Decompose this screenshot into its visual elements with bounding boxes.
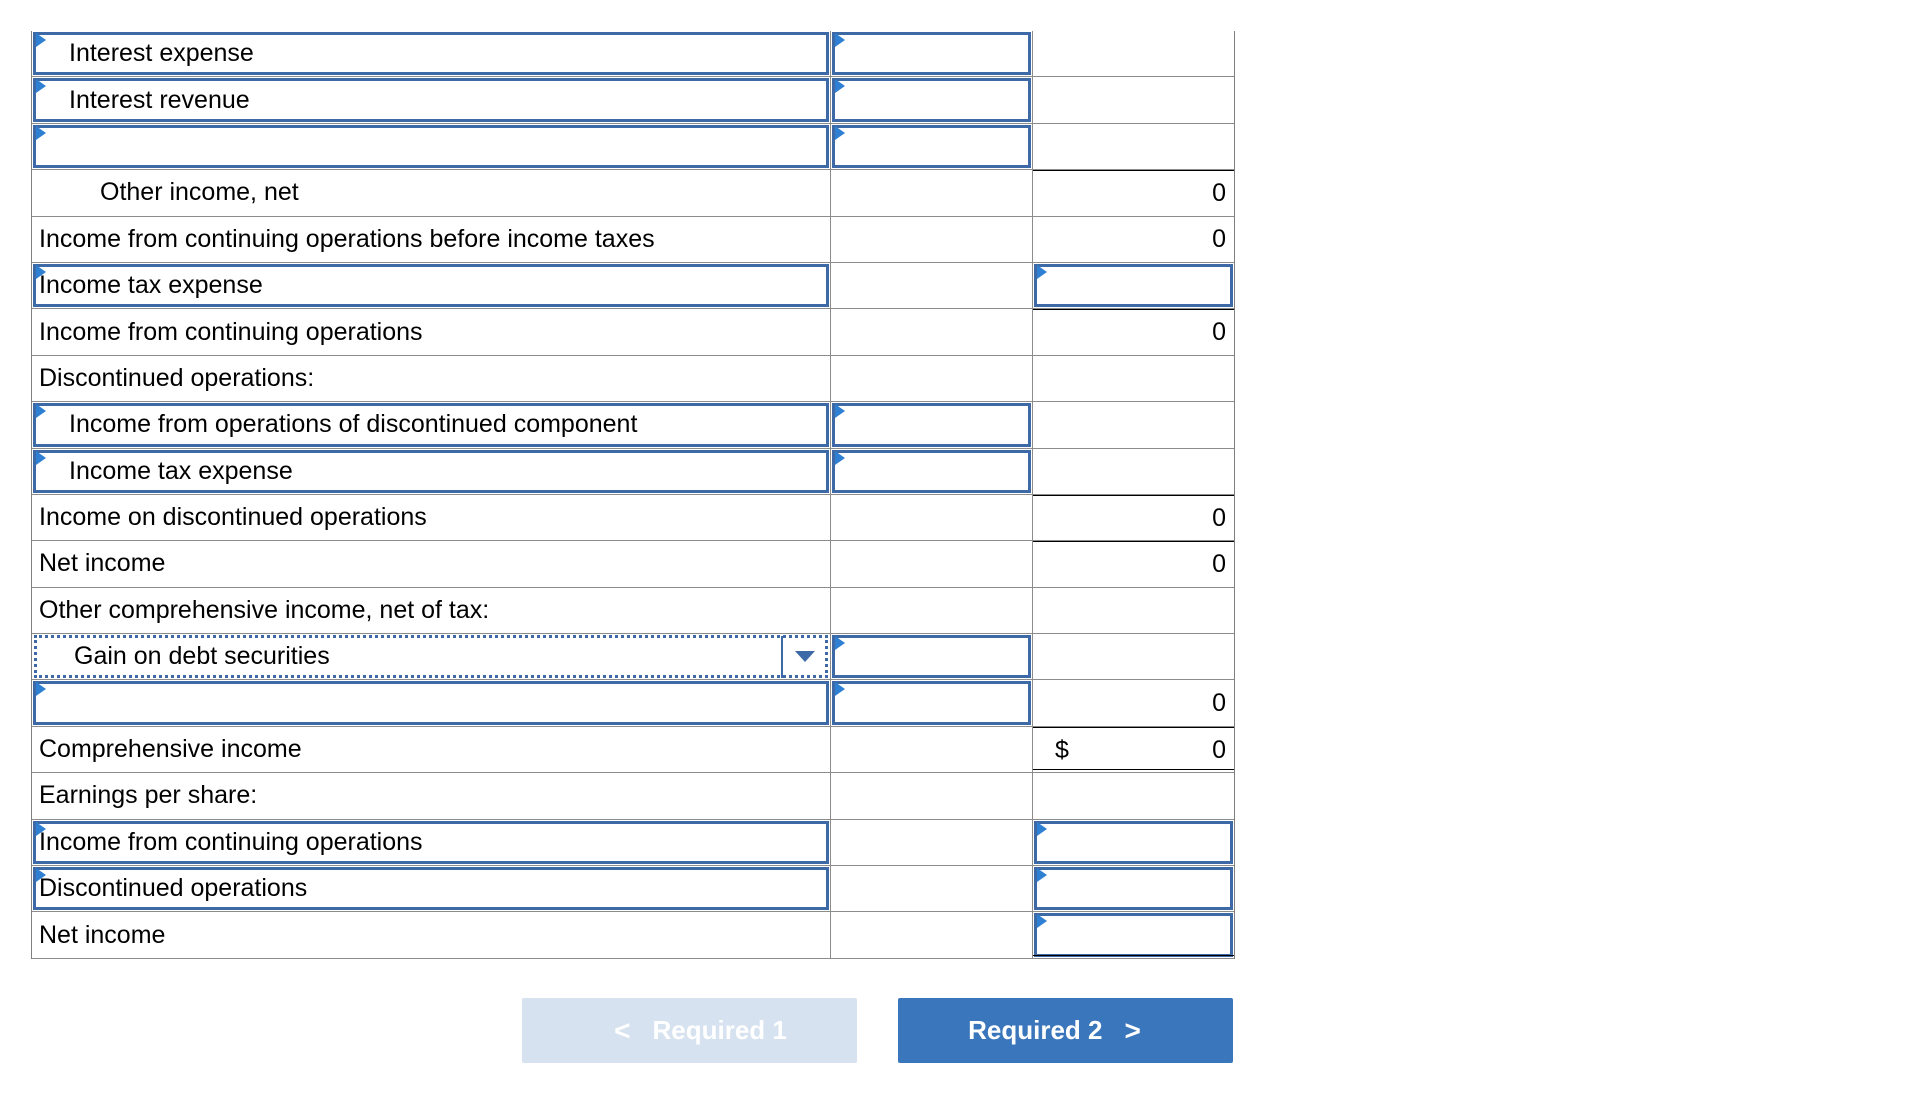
amount-cell	[831, 588, 1033, 633]
amount-cell	[831, 541, 1033, 586]
input-flag-icon	[835, 451, 845, 465]
total-cell	[1033, 309, 1234, 354]
total-cell	[1033, 217, 1234, 262]
label-cell	[32, 912, 831, 957]
label-cell	[32, 820, 831, 865]
label-cell	[32, 124, 831, 169]
income-statement-table	[31, 31, 1235, 959]
label-cell	[32, 495, 831, 540]
row-label: Income on discontinued operations	[39, 503, 427, 532]
total-cell	[1033, 170, 1234, 215]
amount-cell	[831, 680, 1033, 725]
total-cell	[1033, 402, 1234, 447]
amount-input[interactable]	[832, 635, 1031, 678]
amount-cell	[831, 495, 1033, 540]
row-label: Earnings per share:	[39, 781, 258, 810]
amount-cell	[831, 124, 1033, 169]
row-label: Income from continuing operations before income taxes	[39, 224, 655, 253]
table-row	[32, 31, 1234, 77]
amount-cell	[831, 217, 1033, 262]
total-cell	[1033, 866, 1234, 911]
row-label	[32, 680, 830, 725]
amount-cell	[831, 77, 1033, 122]
total-input[interactable]	[1034, 821, 1233, 864]
table-row	[32, 727, 1234, 773]
total-input[interactable]	[1034, 264, 1233, 307]
total-cell	[1033, 588, 1234, 633]
input-flag-icon	[835, 126, 845, 140]
total-cell	[1033, 124, 1234, 169]
amount-cell	[831, 356, 1033, 401]
table-row	[32, 634, 1234, 680]
label-cell	[32, 31, 831, 76]
total-cell	[1033, 77, 1234, 122]
table-row	[32, 77, 1234, 123]
chevron-left-icon: <	[614, 1014, 631, 1046]
total-cell	[1033, 727, 1234, 772]
required-1-button[interactable]	[522, 998, 857, 1063]
row-label: Comprehensive income	[39, 735, 302, 764]
total-cell	[1033, 495, 1234, 540]
input-flag-icon	[835, 404, 845, 418]
label-cell	[32, 356, 831, 401]
row-label: Income from continuing operations	[39, 317, 423, 346]
row-label: Net income	[39, 920, 166, 949]
amount-cell	[831, 773, 1033, 818]
row-label: Interest revenue	[69, 85, 250, 114]
amount-cell	[831, 866, 1033, 911]
amount-cell	[831, 727, 1033, 772]
total-cell	[1033, 263, 1234, 308]
table-row	[32, 588, 1234, 634]
account-dropdown[interactable]	[34, 635, 828, 678]
label-cell	[32, 541, 831, 586]
row-label: Discontinued operations	[39, 874, 308, 903]
input-flag-icon	[835, 636, 845, 650]
input-flag-icon	[835, 79, 845, 93]
amount-input[interactable]	[832, 78, 1031, 121]
dropdown-separator	[781, 636, 783, 678]
label-cell	[32, 773, 831, 818]
amount-input[interactable]	[832, 32, 1031, 75]
row-label: Discontinued operations:	[39, 363, 315, 392]
row-label: Income from operations of discontinued component	[69, 410, 638, 439]
row-label: Income tax expense	[39, 271, 263, 300]
label-cell	[32, 77, 831, 122]
amount-input[interactable]	[832, 403, 1031, 446]
label-cell	[32, 680, 831, 725]
row-label: Other income, net	[100, 178, 299, 207]
table-row	[32, 680, 1234, 726]
label-cell	[32, 449, 831, 494]
total-value: 0	[1212, 318, 1226, 347]
chevron-right-icon: >	[1124, 1014, 1141, 1046]
total-cell	[1033, 634, 1234, 679]
table-row	[32, 541, 1234, 587]
required-2-button[interactable]	[898, 998, 1233, 1063]
table-row	[32, 170, 1234, 216]
row-label: Income tax expense	[69, 456, 293, 485]
table-row	[32, 912, 1234, 958]
table-row	[32, 356, 1234, 402]
amount-cell	[831, 820, 1033, 865]
amount-cell	[831, 402, 1033, 447]
label-cell	[32, 402, 831, 447]
total-cell	[1033, 31, 1234, 76]
total-cell	[1033, 820, 1234, 865]
total-cell	[1033, 541, 1234, 586]
amount-cell	[831, 170, 1033, 215]
label-cell	[32, 263, 831, 308]
amount-cell	[831, 449, 1033, 494]
currency-symbol: $	[1055, 735, 1069, 764]
amount-input[interactable]	[832, 681, 1031, 724]
total-cell	[1033, 680, 1234, 725]
input-flag-icon	[835, 682, 845, 696]
total-value: 0	[1212, 178, 1226, 207]
amount-input[interactable]	[832, 125, 1031, 168]
amount-cell	[831, 912, 1033, 957]
amount-cell	[831, 263, 1033, 308]
dropdown-selected-value: Gain on debt securities	[74, 642, 330, 671]
total-value: 0	[1212, 549, 1226, 578]
total-input[interactable]	[1034, 867, 1233, 910]
amount-cell	[831, 309, 1033, 354]
label-cell	[32, 309, 831, 354]
row-label: Income from continuing operations	[39, 827, 423, 856]
label-cell	[32, 217, 831, 262]
input-flag-icon	[1037, 914, 1047, 928]
table-row	[32, 402, 1234, 448]
input-flag-icon	[1037, 868, 1047, 882]
row-label: Net income	[39, 549, 166, 578]
table-row	[32, 449, 1234, 495]
required-1-label: Required 1	[652, 1015, 787, 1045]
amount-cell	[831, 31, 1033, 76]
row-label: Interest expense	[69, 39, 254, 68]
table-row	[32, 124, 1234, 170]
total-cell	[1033, 356, 1234, 401]
label-cell	[32, 866, 831, 911]
total-cell	[1033, 449, 1234, 494]
amount-input[interactable]	[832, 450, 1031, 493]
input-flag-icon	[1037, 822, 1047, 836]
total-cell	[1033, 912, 1234, 957]
total-value: 0	[1212, 735, 1226, 764]
total-value: 0	[1212, 503, 1226, 532]
table-row	[32, 773, 1234, 819]
table-row	[32, 866, 1234, 912]
total-value: 0	[1212, 688, 1226, 717]
table-row	[32, 217, 1234, 263]
table-row	[32, 263, 1234, 309]
table-row	[32, 495, 1234, 541]
input-flag-icon	[835, 33, 845, 47]
row-label: Other comprehensive income, net of tax:	[39, 595, 490, 624]
total-cell	[1033, 773, 1234, 818]
chevron-down-icon	[795, 651, 815, 662]
total-input[interactable]	[1034, 913, 1233, 956]
label-cell	[32, 170, 831, 215]
required-2-label: Required 2	[968, 1015, 1103, 1045]
label-cell	[32, 588, 831, 633]
input-flag-icon	[1037, 265, 1047, 279]
table-row	[32, 820, 1234, 866]
row-label	[32, 124, 830, 169]
label-cell	[32, 727, 831, 772]
amount-cell	[831, 634, 1033, 679]
label-cell	[32, 634, 831, 679]
total-value: 0	[1212, 224, 1226, 253]
table-row	[32, 309, 1234, 355]
